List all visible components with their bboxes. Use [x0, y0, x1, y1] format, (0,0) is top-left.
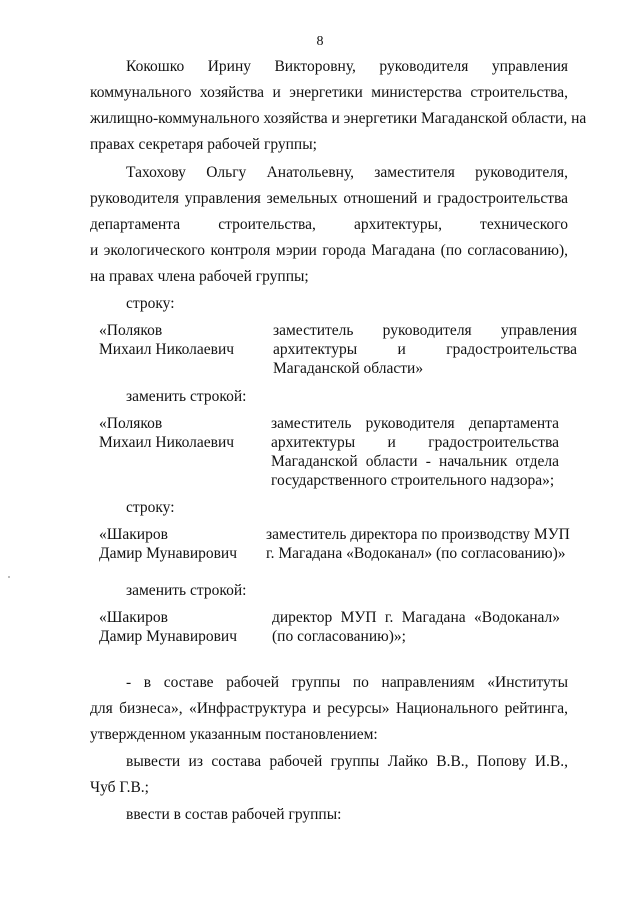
page-number: 8 — [316, 34, 324, 49]
entry-position-line: г. Магадана «Водоканал» (по согласованию)» — [266, 545, 566, 562]
text-line: жилищно-коммунального хозяйства и энергетики Магаданской области, на — [90, 110, 587, 127]
entry-name-line: «Поляков — [99, 415, 163, 432]
entry-position-line: заместитель директора по производству МУП — [266, 526, 570, 543]
scan-speck — [8, 576, 10, 578]
entry-name-line: Дамир Мунавирович — [99, 628, 238, 645]
text-line: руководителя управления земельных отношений и градостроительства — [90, 190, 568, 207]
entry-name-line: «Шакиров — [99, 526, 168, 543]
entry-name-line: Дамир Мунавирович — [99, 545, 238, 562]
text-line: на правах члена рабочей группы; — [90, 268, 309, 285]
text-line: коммунального хозяйства и энергетики министерства строительства, — [90, 84, 568, 101]
label-stroku: строку: — [126, 295, 175, 312]
text-line: Кокошко Ирину Викторовну, руководителя управления — [126, 58, 568, 75]
entry-position-line: Магаданской области» — [273, 360, 424, 377]
entry-name-line: «Поляков — [99, 322, 163, 339]
entry-name-line: Михаил Николаевич — [99, 434, 235, 451]
text-line: и экологического контроля мэрии города Магадана (по согласованию), — [90, 242, 568, 259]
text-line: Чуб Г.В.; — [90, 779, 149, 796]
text-line: правах секретаря рабочей группы; — [90, 136, 317, 153]
entry-position-line: директор МУП г. Магадана «Водоканал» — [272, 609, 560, 626]
label-zamenit-strokoy: заменить строкой: — [126, 582, 247, 599]
entry-position-line: заместитель руководителя управления — [273, 322, 577, 339]
text-line: утвержденном указанным постановлением: — [90, 726, 378, 743]
paragraph-add-members: ввести в состав рабочей группы: — [126, 806, 342, 823]
entry-position-line: Магаданской области - начальник отдела — [271, 453, 559, 470]
entry-name-line: «Шакиров — [99, 609, 168, 626]
entry-position-line: архитектуры и градостроительства — [273, 341, 577, 358]
label-zamenit-strokoy: заменить строкой: — [126, 388, 247, 405]
text-line: департамента строительства, архитектуры, технического — [90, 216, 568, 233]
text-line: - в составе рабочей группы по направлениям «Институты — [126, 674, 568, 691]
entry-position-line: архитектуры и градостроительства — [271, 434, 559, 451]
entry-position-line: (по согласованию)»; — [272, 628, 406, 645]
entry-name-line: Михаил Николаевич — [99, 341, 235, 358]
entry-position-line: заместитель руководителя департамента — [271, 415, 559, 432]
text-line: для бизнеса», «Инфраструктура и ресурсы» Национального рейтинга, — [90, 700, 568, 717]
text-line: вывести из состава рабочей группы Лайко В.В., Попову И.В., — [126, 753, 568, 770]
entry-position-line: государственного строительного надзора»; — [271, 472, 555, 489]
label-stroku: строку: — [126, 499, 175, 516]
text-line: Тахохову Ольгу Анатольевну, заместителя руководителя, — [126, 164, 568, 181]
